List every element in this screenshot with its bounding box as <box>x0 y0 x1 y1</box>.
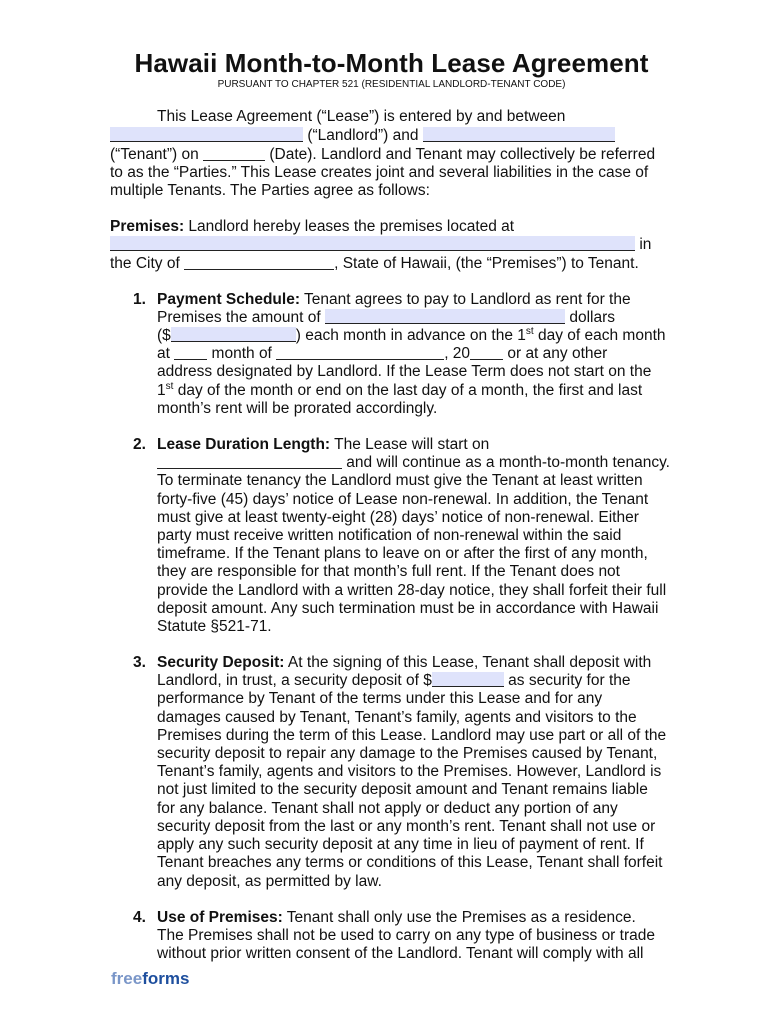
s3-line-8: not just limited to the security deposit amount and Tenant remains liable <box>157 781 648 798</box>
intro-line-2: (“Landlord”) and <box>110 127 615 145</box>
s3-line-13: any deposit, as permitted by law. <box>157 873 382 890</box>
s3-line-4: damages caused by Tenant, Tenant’s family, agents and visitors to the <box>157 709 637 726</box>
section-3-number: 3. <box>133 654 146 671</box>
section-2-number: 2. <box>133 436 146 453</box>
s3-line-2: Landlord, in trust, a security deposit of $ as security for the <box>157 672 631 689</box>
s2-line-8: they are responsible for that month’s full rent. If the Tenant does not <box>157 563 620 580</box>
s2-line-3: To terminate tenancy the Landlord must give the Tenant at least written <box>157 472 643 489</box>
lease-date-field[interactable] <box>203 146 265 161</box>
s1-line-4: at month of , 20 or at any other <box>157 345 608 362</box>
s1-line-5: address designated by Landlord. If the Lease Term does not start on the <box>157 363 652 380</box>
freeforms-logo: freeforms <box>111 969 190 988</box>
s3-line-10: security deposit from the last or any month’s rent. Tenant shall not use or <box>157 818 656 835</box>
intro-line-1: This Lease Agreement (“Lease”) is entered by and between <box>157 108 566 125</box>
section-1-number: 1. <box>133 291 146 308</box>
city-field[interactable] <box>184 255 334 270</box>
s1-line-3: ($ ) each month in advance on the 1st day of each month <box>157 325 666 344</box>
section-4-number: 4. <box>133 909 146 926</box>
security-deposit-field[interactable] <box>432 672 504 687</box>
premises-line-1: Premises: Landlord hereby leases the premises located at <box>110 218 515 235</box>
s3-line-5: Premises during the term of this Lease. Landlord may use part or all of the <box>157 727 667 744</box>
s3-line-7: Tenant’s family, agents and visitors to the Premises. However, Landlord is <box>157 763 662 780</box>
intro-line-3: (“Tenant”) on (Date). Landlord and Tenant may collectively be referred <box>110 146 656 163</box>
premises-line-2: in <box>110 236 651 254</box>
start-year-field[interactable] <box>470 345 503 360</box>
s3-line-6: security deposit to repair any damage to the Premises caused by Tenant, <box>157 745 658 762</box>
rent-amount-words-field[interactable] <box>325 309 565 324</box>
s1-line-2: Premises the amount of dollars <box>157 309 615 326</box>
s1-line-6: 1st day of the month or end on the last day of a month, the first and last <box>157 380 643 399</box>
start-month-field[interactable] <box>276 345 444 360</box>
s2-line-7: timeframe. If the Tenant plans to leave on or after the first of any month, <box>157 545 648 562</box>
intro-line-4: to as the “Parties.” This Lease creates joint and several liabilities in the case of <box>110 164 649 181</box>
s4-line-1: Use of Premises: Tenant shall only use the Premises as a residence. <box>157 909 636 926</box>
s2-line-5: must give at least twenty-eight (28) days’ notice of non-renewal. Either <box>157 509 639 526</box>
s3-line-3: performance by Tenant of the terms under this Lease and for any <box>157 690 603 707</box>
s2-line-4: forty-five (45) days’ notice of Lease non-renewal. In addition, the Tenant <box>157 491 649 508</box>
s1-line-1: Payment Schedule: Tenant agrees to pay to Landlord as rent for the <box>157 291 631 308</box>
document-subtitle: PURSUANT TO CHAPTER 521 (RESIDENTIAL LANDLORD-TENANT CODE) <box>217 79 566 90</box>
s3-line-11: apply any such security deposit at any time in lieu of payment of rent. If <box>157 836 644 853</box>
document-title: Hawaii Month-to-Month Lease Agreement <box>134 48 649 78</box>
rent-amount-field[interactable] <box>171 327 296 342</box>
s4-line-2: The Premises shall not be used to carry on any type of business or trade <box>157 927 655 944</box>
premises-line-3: the City of , State of Hawaii, (the “Premises”) to Tenant. <box>110 255 639 272</box>
s2-line-9: provide the Landlord with a written 28-day notice, they shall forfeit their full <box>157 582 667 599</box>
s4-line-3: without prior written consent of the Landlord. Tenant will comply with all <box>157 945 644 962</box>
s2-line-11: Statute §521-71. <box>157 618 272 635</box>
intro-line-5: multiple Tenants. The Parties agree as follows: <box>110 182 430 199</box>
s1-line-7: month’s rent will be prorated accordingly. <box>157 400 438 417</box>
landlord-name-field[interactable] <box>110 127 303 142</box>
s3-line-12: Tenant breaches any terms or conditions of this Lease, Tenant shall forfeit <box>157 854 663 871</box>
s2-line-10: deposit amount. Any such termination must be in accordance with Hawaii <box>157 600 659 617</box>
s2-line-2: and will continue as a month-to-month tenancy. <box>157 454 670 472</box>
s2-line-1: Lease Duration Length: The Lease will start on <box>157 436 490 453</box>
tenant-name-field[interactable] <box>423 127 615 142</box>
start-day-field[interactable] <box>174 345 207 360</box>
s3-line-1: Security Deposit: At the signing of this Lease, Tenant shall deposit with <box>157 654 652 671</box>
lease-start-date-field[interactable] <box>157 454 342 469</box>
premises-address-field[interactable] <box>110 236 635 251</box>
s3-line-9: for any balance. Tenant shall not apply or deduct any portion of any <box>157 800 618 817</box>
s2-line-6: party must receive written notification of non-renewal within the said <box>157 527 622 544</box>
